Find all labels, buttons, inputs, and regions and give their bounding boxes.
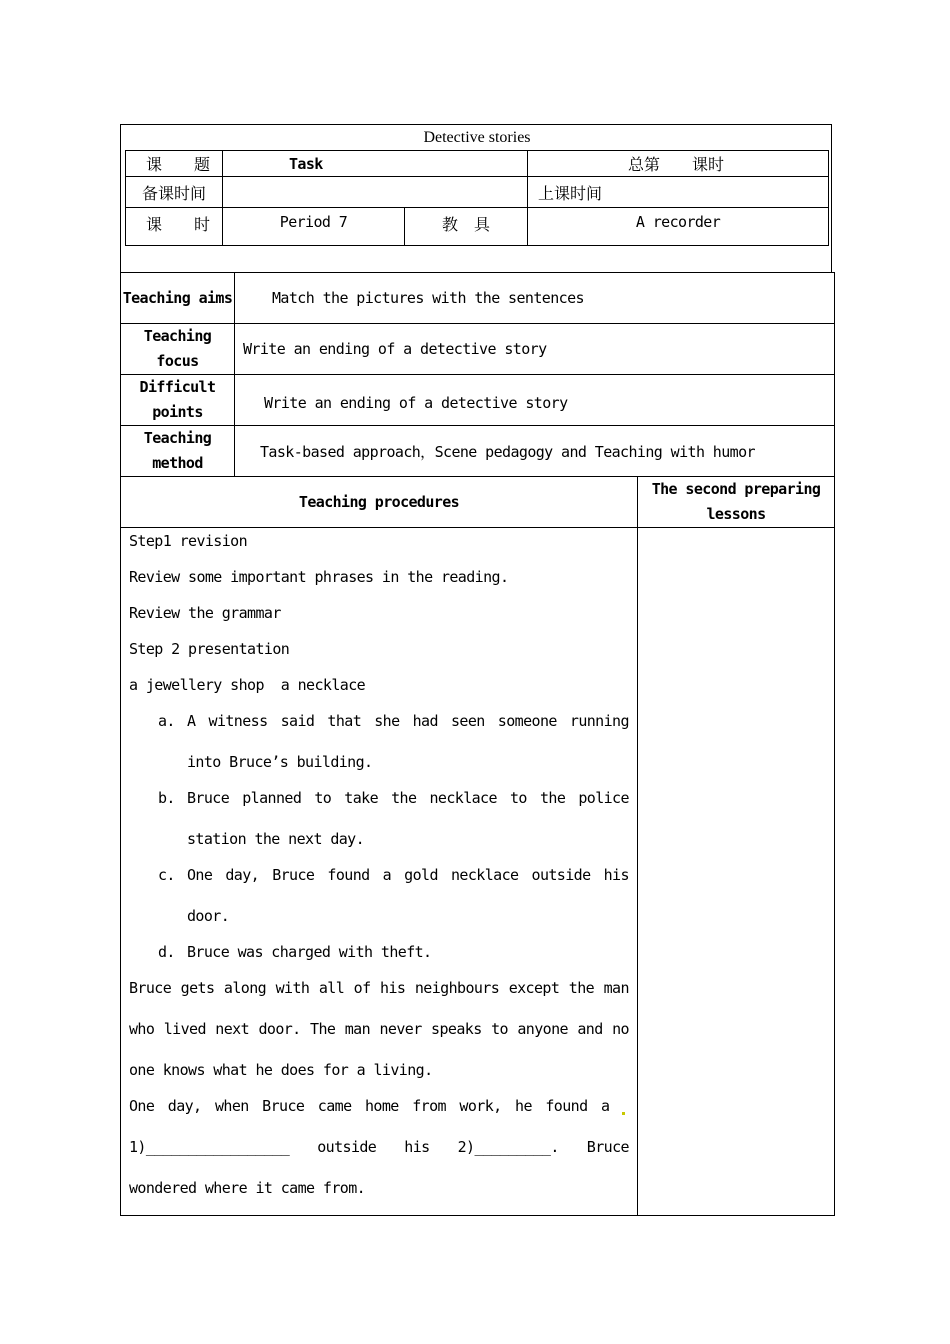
word: along xyxy=(223,979,267,997)
word: speaks xyxy=(431,1020,482,1038)
word: anyone xyxy=(517,1020,568,1038)
item-letter: b. xyxy=(158,789,175,807)
word: door. xyxy=(258,1020,301,1038)
word: necklace xyxy=(429,789,497,807)
word: The xyxy=(310,1020,336,1038)
word: he xyxy=(515,1097,532,1115)
tools-value: A recorder xyxy=(528,208,829,246)
word: work, xyxy=(459,1097,502,1115)
item-text xyxy=(187,943,629,979)
page-title: Detective stories xyxy=(423,129,531,146)
paragraph-line: wondered where it came from. xyxy=(129,1179,366,1197)
sentence-item xyxy=(129,789,629,866)
word: police xyxy=(578,789,629,807)
item-text xyxy=(187,712,629,789)
header-block xyxy=(120,124,832,272)
item-line: door. xyxy=(187,907,230,925)
word: no xyxy=(612,1020,629,1038)
item-line xyxy=(187,712,629,753)
word: except xyxy=(508,979,560,997)
word: 1)_________________ xyxy=(129,1138,290,1156)
paragraph-line xyxy=(129,1020,629,1061)
teaching-focus-value: Write an ending of a detective story xyxy=(235,324,835,375)
word: his xyxy=(603,866,629,884)
item-line: Bruce was charged with theft. xyxy=(187,943,432,961)
item-line: into Bruce’s building. xyxy=(187,753,373,771)
topic-label: 课 题 xyxy=(126,151,223,177)
paragraph-line xyxy=(129,1097,629,1138)
word: and xyxy=(577,1020,603,1038)
procedures-content xyxy=(121,528,638,1216)
procedures-body-row xyxy=(121,528,835,1216)
highlight-mark xyxy=(622,1112,625,1115)
word: a xyxy=(382,866,392,884)
word: she xyxy=(374,712,400,730)
word: said xyxy=(280,712,315,730)
review-phrases-line: Review some important phrases in the reading. xyxy=(129,568,509,586)
word: A xyxy=(187,712,196,730)
teaching-focus-label: Teaching focus xyxy=(121,324,235,375)
tools-label: 教 具 xyxy=(405,208,528,246)
word: gets xyxy=(180,979,215,997)
procedures-heading: Teaching procedures xyxy=(121,477,638,528)
word: man xyxy=(344,1020,371,1038)
step1-line: Step1 revision xyxy=(129,532,248,550)
word: the xyxy=(568,979,595,997)
sentence-list xyxy=(129,712,629,979)
info-row-method xyxy=(121,426,835,477)
item-letter: d. xyxy=(158,943,175,961)
word: outside xyxy=(531,866,591,884)
word: found xyxy=(545,1097,588,1115)
topic-value: Task xyxy=(223,151,528,177)
word: to xyxy=(491,1020,508,1038)
word: someone xyxy=(497,712,557,730)
vocab-line: a jewellery shop a necklace xyxy=(129,676,366,694)
item-text xyxy=(187,789,629,866)
second-preparing-heading: The second preparing lessons xyxy=(638,477,835,528)
procedures-header-row xyxy=(121,477,835,528)
word: necklace xyxy=(450,866,519,884)
word: his xyxy=(380,979,406,997)
word: gold xyxy=(404,866,438,884)
teaching-method-label: Teaching method xyxy=(121,426,235,477)
teaching-method-value: Task-based approach，Scene pedagogy and Teaching with humor xyxy=(235,426,835,477)
word: of xyxy=(353,979,371,997)
word: his xyxy=(404,1138,430,1156)
teaching-aims-label: Teaching aims xyxy=(121,273,235,324)
word: neighbours xyxy=(414,979,500,997)
header-table xyxy=(125,150,829,246)
word: One xyxy=(129,1097,155,1115)
word: came xyxy=(317,1097,352,1115)
word: Bruce xyxy=(187,789,230,807)
word xyxy=(623,1097,629,1138)
item-text xyxy=(187,866,629,943)
paragraph-found xyxy=(129,1097,629,1215)
word: to xyxy=(314,789,332,807)
word: Bruce xyxy=(586,1138,629,1156)
word: to xyxy=(510,789,527,807)
word: from xyxy=(412,1097,446,1115)
word: day, xyxy=(167,1097,202,1115)
teaching-aims-value: Match the pictures with the sentences xyxy=(235,273,835,324)
paragraph-line xyxy=(129,979,629,1020)
period-value: Period 7 xyxy=(223,208,405,246)
paragraph-line xyxy=(129,1138,629,1179)
word: found xyxy=(327,866,370,884)
word: home xyxy=(365,1097,399,1115)
difficult-points-value: Write an ending of a detective story xyxy=(235,375,835,426)
prep-time-label: 备课时间 xyxy=(126,177,223,208)
sentence-item xyxy=(129,712,629,789)
word: with xyxy=(275,979,310,997)
word: never xyxy=(379,1020,422,1038)
word: that xyxy=(327,712,362,730)
word: a xyxy=(601,1097,610,1115)
lesson-table xyxy=(120,272,835,1216)
word: the xyxy=(391,789,417,807)
word: all xyxy=(318,979,345,997)
word: man xyxy=(603,979,629,997)
class-time-label: 上课时间 xyxy=(528,177,829,208)
step2-line: Step 2 presentation xyxy=(129,640,290,658)
period-label: 课 时 xyxy=(126,208,223,246)
sentence-item xyxy=(129,866,629,943)
info-row-difficult xyxy=(121,375,835,426)
info-row-focus xyxy=(121,324,835,375)
paragraph-line: one knows what he does for a living. xyxy=(129,1061,433,1079)
word: when xyxy=(214,1097,249,1115)
word: planned xyxy=(242,789,302,807)
word: lived xyxy=(163,1020,206,1038)
word: next xyxy=(215,1020,250,1038)
word: Bruce xyxy=(262,1097,305,1115)
word: take xyxy=(344,789,379,807)
info-row-aims xyxy=(121,273,835,324)
sentence-item xyxy=(129,943,629,979)
prep-time-value xyxy=(223,177,528,208)
difficult-points-label: Difficult points xyxy=(121,375,235,426)
word: day, xyxy=(225,866,260,884)
word: who xyxy=(129,1020,155,1038)
word: Bruce xyxy=(272,866,315,884)
second-preparing-cell xyxy=(638,528,835,1216)
total-lesson-label: 总第 课时 xyxy=(528,151,829,177)
word: had xyxy=(412,712,438,730)
item-letter: c. xyxy=(158,866,175,884)
word: outside xyxy=(317,1138,377,1156)
paragraph-neighbours xyxy=(129,979,629,1097)
word: the xyxy=(539,789,566,807)
review-grammar-line: Review the grammar xyxy=(129,604,281,622)
item-line xyxy=(187,789,629,830)
word: running xyxy=(569,712,629,730)
item-letter: a. xyxy=(158,712,175,730)
word: One xyxy=(187,866,213,884)
item-line xyxy=(187,866,629,907)
word: seen xyxy=(450,712,485,730)
item-line: station the next day. xyxy=(187,830,365,848)
word: 2)_________. xyxy=(457,1138,559,1156)
word: witness xyxy=(208,712,268,730)
word: Bruce xyxy=(129,979,172,997)
